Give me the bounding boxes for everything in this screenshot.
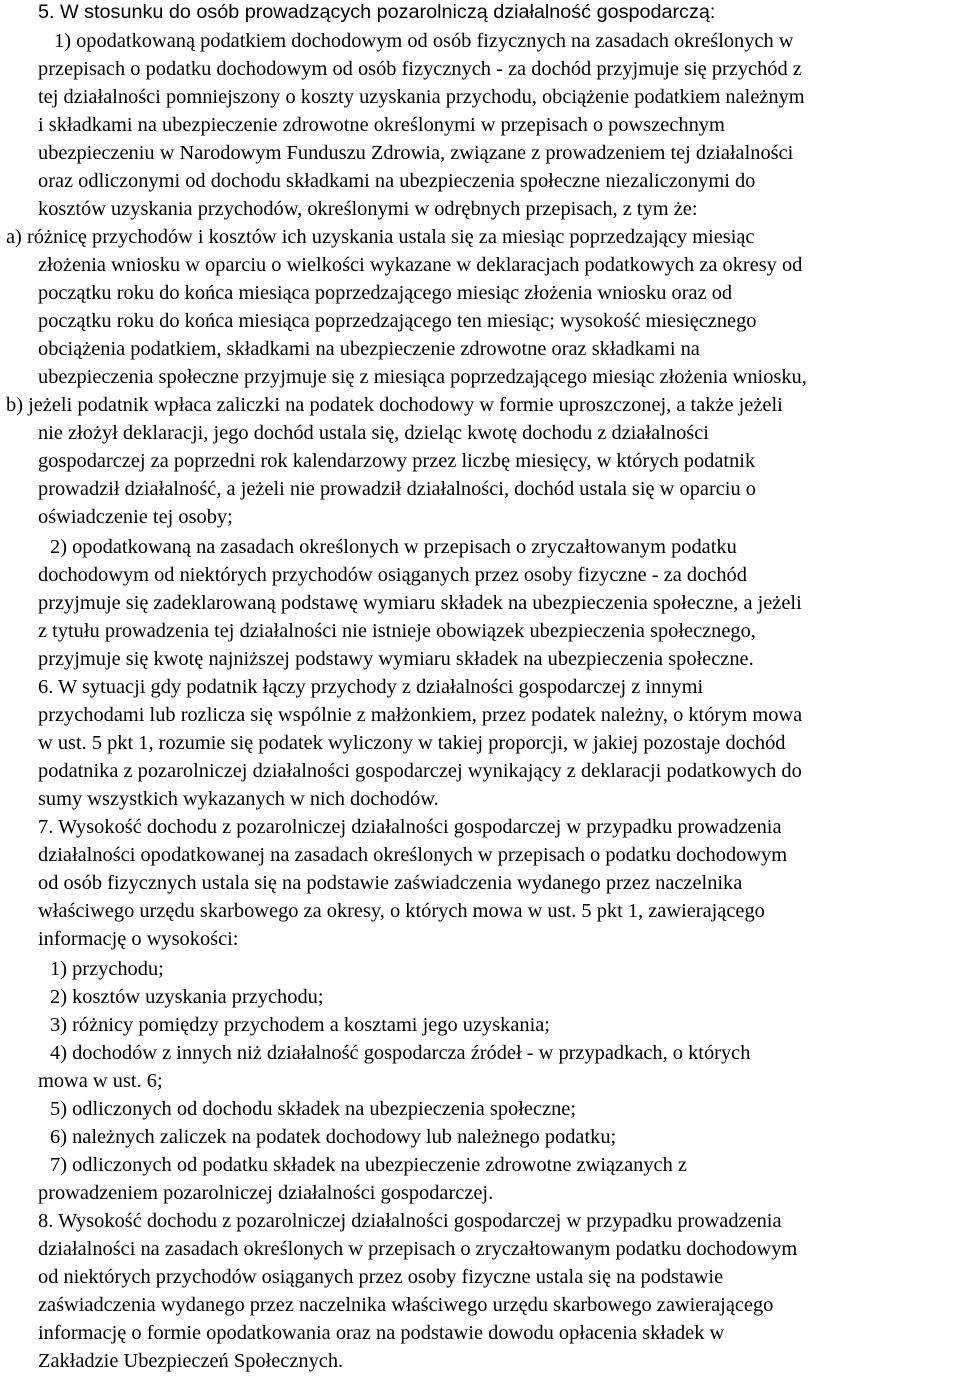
text-line: od niektórych przychodów osiąganych przez osoby fizyczne ustala się na podstawie [38, 1266, 724, 1288]
text-line: oraz odliczonymi od dochodu składkami na ubezpieczenia społeczne niezaliczonymi do [38, 170, 756, 192]
text-line: sumy wszystkich wykazanych w nich dochodów. [38, 788, 439, 810]
text-line: złożenia wniosku w oparciu o wielkości wykazane w deklaracjach podatkowych za okresy od [38, 254, 803, 276]
text-line: gospodarczej za poprzedni rok kalendarzowy przez liczbę miesięcy, w których podatnik [38, 450, 756, 472]
text-line: 6. W sytuacji gdy podatnik łączy przychody z działalności gospodarczej z innymi [38, 676, 704, 698]
text-line: 2) opodatkowaną na zasadach określonych w przepisach o zryczałtowanym podatku [50, 536, 737, 558]
text-line: dochodowym od niektórych przychodów osiąganych przez osoby fizyczne - za dochód [38, 564, 747, 586]
text-line: 8. Wysokość dochodu z pozarolniczej działalności gospodarczej w przypadku prowadzenia [38, 1210, 782, 1232]
text-line: prowadzeniem pozarolniczej działalności gospodarczej. [38, 1182, 494, 1204]
text-line: ubezpieczenia społeczne przyjmuje się z miesiąca poprzedzającego miesiąc złożenia wniosku, [38, 366, 807, 388]
text-line: przychodami lub rozlicza się wspólnie z małżonkiem, przez podatek należny, o którym mowa [38, 704, 803, 726]
text-line: Zakładzie Ubezpieczeń Społecznych. [38, 1350, 344, 1372]
text-line: 5) odliczonych od dochodu składek na ubezpieczenia społeczne; [50, 1098, 576, 1120]
text-line: przyjmuje się kwotę najniższej podstawy wymiaru składek na ubezpieczenia społeczne. [38, 648, 754, 670]
text-line: prowadził działalność, a jeżeli nie prowadził działalności, dochód ustala się w oparciu o [38, 478, 756, 500]
text-line: mowa w ust. 6; [38, 1070, 163, 1092]
text-line: i składkami na ubezpieczenie zdrowotne określonymi w przepisach o powszechnym [38, 114, 725, 136]
text-line: informację o formie opodatkowania oraz na podstawie dowodu opłacenia składek w [38, 1322, 725, 1344]
text-line: 6) należnych zaliczek na podatek dochodowy lub należnego podatku; [50, 1126, 617, 1148]
text-line: od osób fizycznych ustala się na podstawie zaświadczenia wydanego przez naczelnika [38, 872, 743, 894]
text-line: kosztów uzyskania przychodów, określonymi w odrębnych przepisach, z tym że: [38, 198, 698, 220]
text-line: 4) dochodów z innych niż działalność gospodarcza źródeł - w przypadkach, o których [50, 1042, 751, 1064]
text-line: z tytułu prowadzenia tej działalności nie istnieje obowiązek ubezpieczenia społecznego, [38, 620, 756, 642]
text-line: w ust. 5 pkt 1, rozumie się podatek wyliczony w takiej proporcji, w jakiej pozostaje dochód [38, 732, 786, 754]
text-line: 7. Wysokość dochodu z pozarolniczej działalności gospodarczej w przypadku prowadzenia [38, 816, 782, 838]
text-line: 1) przychodu; [50, 958, 164, 980]
text-line: 5. W stosunku do osób prowadzących pozarolniczą działalność gospodarczą: [38, 1, 716, 23]
text-line: przyjmuje się zadeklarowaną podstawę wymiaru składek na ubezpieczenia społeczne, a jeżeli [38, 592, 802, 614]
text-line: początku roku do końca miesiąca poprzedzającego miesiąc złożenia wniosku oraz od [38, 282, 733, 304]
text-line: zaświadczenia wydanego przez naczelnika właściwego urzędu skarbowego zawierającego [38, 1294, 774, 1316]
text-line: 7) odliczonych od podatku składek na ubezpieczenie zdrowotne związanych z [50, 1154, 687, 1176]
text-line: przepisach o podatku dochodowym od osób fizycznych - za dochód przyjmuje się przychód z [38, 58, 802, 80]
text-line: początku roku do końca miesiąca poprzedzającego ten miesiąc; wysokość miesięcznego [38, 310, 757, 332]
text-line: informację o wysokości: [38, 928, 239, 950]
text-line: właściwego urzędu skarbowego za okresy, o których mowa w ust. 5 pkt 1, zawierającego [38, 900, 765, 922]
text-line: oświadczenie tej osoby; [38, 506, 233, 528]
text-line: b) jeżeli podatnik wpłaca zaliczki na podatek dochodowy w formie uproszczonej, a także jeżeli [6, 394, 783, 416]
text-line: działalności opodatkowanej na zasadach określonych w przepisach o podatku dochodowym [38, 844, 788, 866]
text-line: tej działalności pomniejszony o koszty uzyskania przychodu, obciążenie podatkiem należnym [38, 86, 805, 108]
text-line: nie złożył deklaracji, jego dochód ustala się, dzieląc kwotę dochodu z działalności [38, 422, 709, 444]
text-line: działalności na zasadach określonych w przepisach o zryczałtowanym podatku dochodowym [38, 1238, 798, 1260]
text-line: obciążenia podatkiem, składkami na ubezpieczenie zdrowotne oraz składkami na [38, 338, 700, 360]
text-line: a) różnicę przychodów i kosztów ich uzyskania ustala się za miesiąc poprzedzający miesiąc [6, 226, 755, 248]
text-line: 3) różnicy pomiędzy przychodem a kosztami jego uzyskania; [50, 1014, 550, 1036]
text-line: 1) opodatkowaną podatkiem dochodowym od osób fizycznych na zasadach określonych w [54, 30, 794, 52]
text-line: podatnika z pozarolniczej działalności gospodarczej wynikający z deklaracji podatkowych do [38, 760, 802, 782]
text-line: ubezpieczeniu w Narodowym Funduszu Zdrowia, związane z prowadzeniem tej działalności [38, 142, 794, 164]
text-line: 2) kosztów uzyskania przychodu; [50, 986, 324, 1008]
